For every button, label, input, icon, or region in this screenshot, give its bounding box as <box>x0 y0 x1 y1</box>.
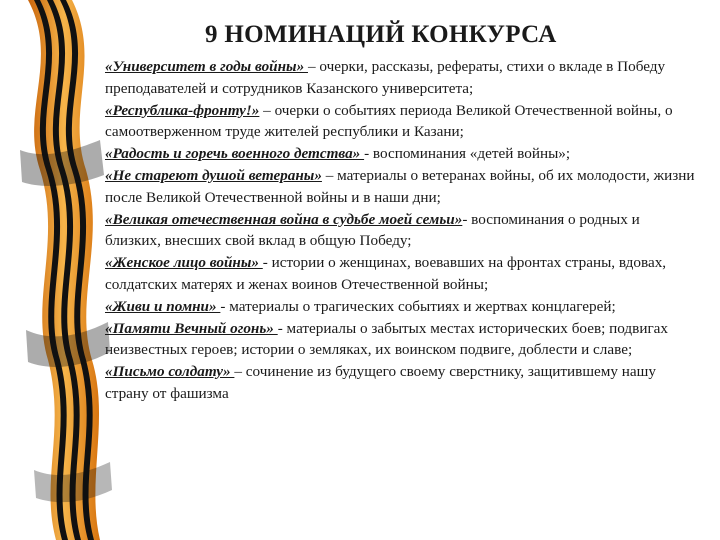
nomination-name: «Женское лицо войны» <box>105 254 263 272</box>
list-item <box>105 296 695 318</box>
list-item <box>105 361 695 405</box>
nomination-name: «Не стареют душой ветераны» <box>105 166 322 184</box>
list-item <box>105 318 695 362</box>
st-george-ribbon-decoration <box>0 0 118 540</box>
page-title: 9 НОМИНАЦИЙ КОНКУРСА <box>205 21 557 48</box>
nomination-desc: - воспоминания о родных и близких, внесших свой вклад в общую Победу; <box>105 210 640 250</box>
nomination-name: «Живи и помни» <box>105 297 221 315</box>
list-item <box>105 165 695 209</box>
nomination-desc: - материалы о забытых местах исторических боев; подвигах неизвестных героев; истории о земляках, их воинском подвиге, доблести и славе; <box>105 319 669 359</box>
nomination-desc: – материалы о ветеранах войны, об их молодости, жизни после Великой Отечественной войны и в наши дни; <box>105 166 695 206</box>
nomination-desc: – сочинение из будущего своему сверстнику, защитившему нашу страну от фашизма <box>105 363 656 402</box>
nomination-desc: - материалы о трагических событиях и жертвах концлагерей; <box>220 297 616 315</box>
nomination-name: «Письмо солдату» <box>105 363 235 381</box>
nomination-name: «Республика-фронту!» <box>105 101 260 119</box>
nomination-desc: – очерки, рассказы, рефераты, стихи о вкладе в Победу преподавателей и сотрудников Казанского университета; <box>105 58 666 97</box>
nomination-desc: – очерки о событиях периода Великой Отечественной войны, о самоотверженном труде жителей республики и Казани; <box>105 101 673 141</box>
list-item <box>105 252 695 296</box>
list-item <box>105 56 695 100</box>
nomination-name: «Памяти Вечный огонь» <box>105 319 278 337</box>
nomination-name: «Университет в годы войны» <box>105 58 308 75</box>
nomination-name: «Великая отечественная война в судьбе моей семьи» <box>105 210 463 228</box>
list-item <box>105 100 695 144</box>
nominations-list <box>105 56 695 405</box>
nomination-desc: - воспоминания «детей войны»; <box>364 145 571 163</box>
nomination-desc: - истории о женщинах, воевавших на фронтах страны, вдовах, солдатских матерях и женах воинов Отечественной войны; <box>105 254 667 293</box>
list-item <box>105 209 695 253</box>
nomination-name: «Радость и горечь военного детства» <box>105 145 365 163</box>
list-item <box>105 143 695 165</box>
